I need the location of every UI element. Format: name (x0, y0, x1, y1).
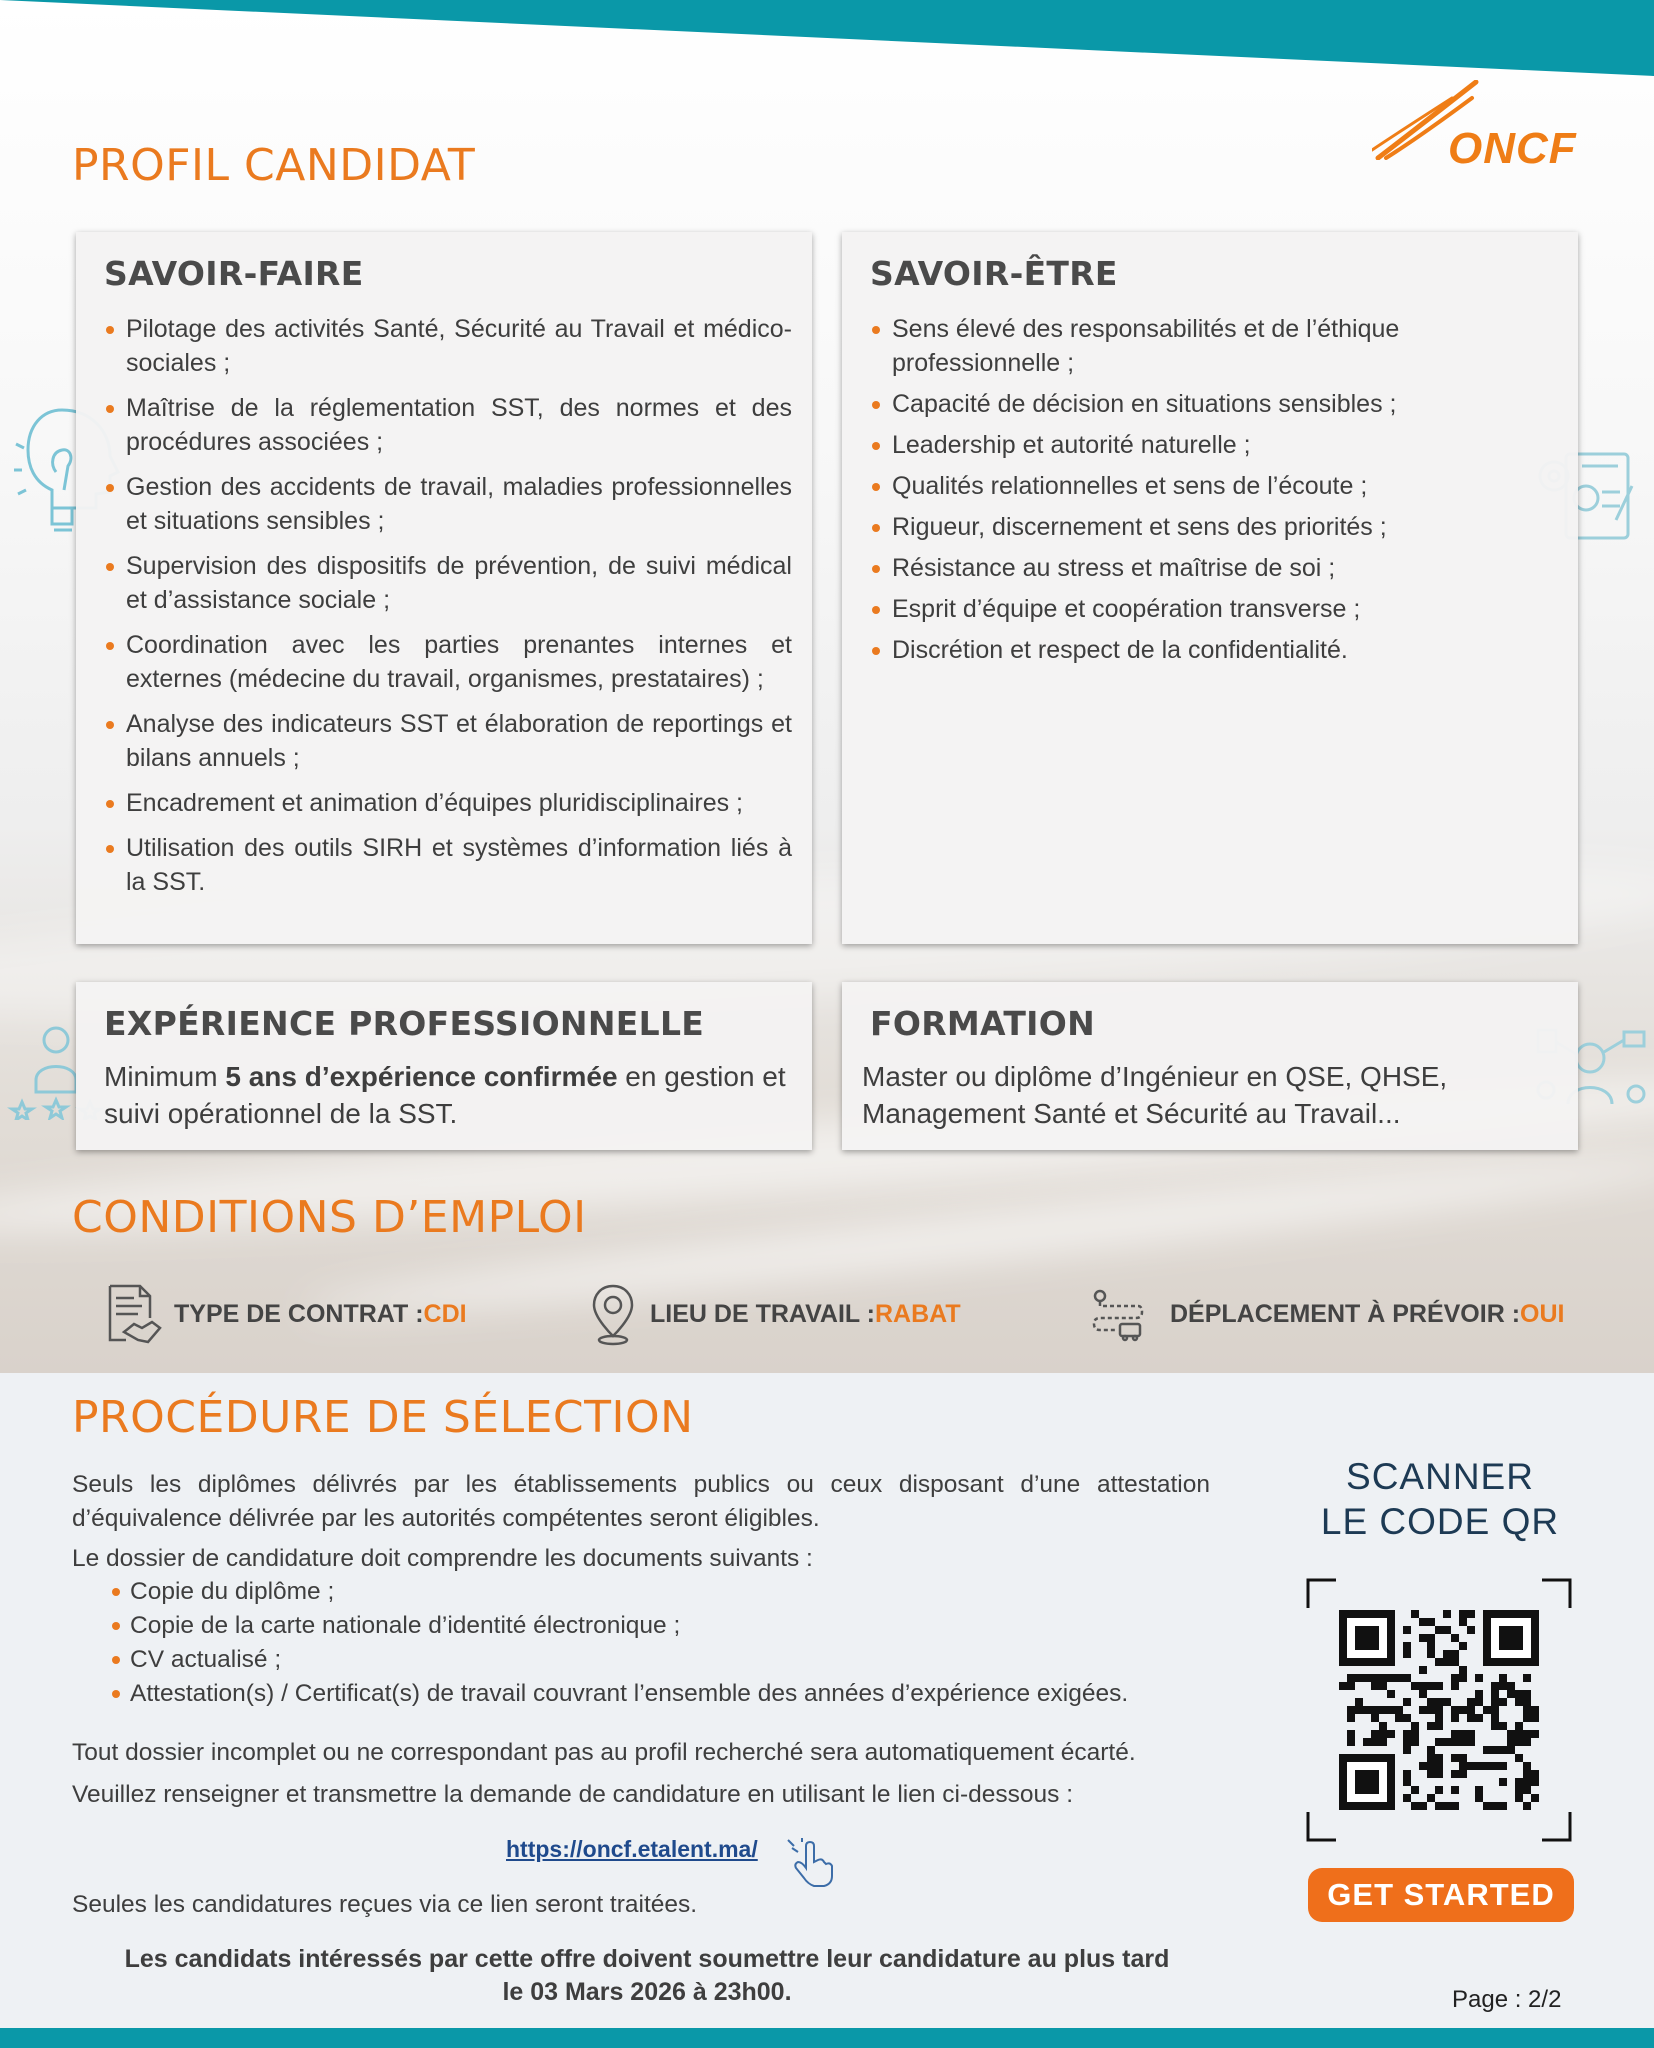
list-item: Analyse des indicateurs SST et élaboration de reportings et bilans annuels ; (104, 707, 792, 775)
list-item: Encadrement et animation d’équipes pluridisciplinaires ; (104, 786, 792, 820)
deadline-text: Les candidats intéressés par cette offre doivent soumettre leur candidature au plus tard le 03 Mars 2026 à 23h00. (124, 1945, 1170, 2006)
list-item: Résistance au stress et maîtrise de soi ; (870, 551, 1440, 585)
procedure-eligibility-text: Seuls les diplômes délivrés par les établissements publics ou ceux disposant d’une attestation d’équivalence délivrée par les autorités compétentes seront éligibles. (72, 1471, 1210, 1532)
list-item: Copie de la carte nationale d’identité électronique ; (110, 1609, 1128, 1643)
get-started-button[interactable]: GET STARTED (1308, 1868, 1574, 1922)
list-item: Esprit d’équipe et coopération transverse ; (870, 592, 1440, 626)
savoir-faire-card (76, 232, 812, 944)
travel-label: DÉPLACEMENT À PRÉVOIR : (1170, 1299, 1521, 1328)
savoir-faire-list (104, 312, 792, 910)
documents-list (110, 1575, 1128, 1711)
qr-code-icon (1306, 1578, 1572, 1842)
experience-text: Minimum 5 ans d’expérience confirmée en gestion et suivi opérationnel de la SST. (104, 1061, 786, 1129)
savoir-etre-list (870, 312, 1440, 674)
experience-highlight: 5 ans d’expérience confirmée (225, 1061, 618, 1092)
location-pin-icon (588, 1282, 638, 1346)
procedure-instructions-text: Veuillez renseigner et transmettre la demande de candidature en utilisant le lien ci-dessous : (72, 1781, 1073, 1808)
contract-value: CDI (423, 1299, 467, 1328)
list-item: Capacité de décision en situations sensibles ; (870, 387, 1440, 421)
experience-card (76, 982, 812, 1150)
list-item: Gestion des accidents de travail, maladies professionnelles et situations sensibles ; (104, 470, 792, 538)
list-item: Attestation(s) / Certificat(s) de travail couvrant l’ensemble des années d’expérience exigées. (110, 1677, 1128, 1711)
list-item: Sens élevé des responsabilités et de l’éthique professionnelle ; (870, 312, 1440, 380)
formation-title: FORMATION (870, 1004, 1095, 1043)
contract-condition (102, 1282, 467, 1346)
procedure-incomplete-text: Tout dossier incomplet ou ne correspondant pas au profil recherché sera automatiquement écarté. (72, 1739, 1136, 1766)
list-item: Maîtrise de la réglementation SST, des normes et des procédures associées ; (104, 391, 792, 459)
contract-label: TYPE DE CONTRAT : (174, 1299, 424, 1328)
procedure-title: PROCÉDURE DE SÉLECTION (72, 1392, 694, 1443)
list-item: Copie du diplôme ; (110, 1575, 1128, 1609)
experience-title: EXPÉRIENCE PROFESSIONNELLE (104, 1004, 705, 1043)
bottom-strip (0, 2028, 1654, 2048)
page-number: Page : 2/2 (1452, 1986, 1562, 2013)
list-item: Leadership et autorité naturelle ; (870, 428, 1440, 462)
scan-qr-title: SCANNER LE CODE QR (1320, 1456, 1560, 1542)
location-condition (588, 1282, 961, 1346)
travel-value: OUI (1520, 1299, 1565, 1328)
pointer-hand-icon (782, 1838, 840, 1888)
list-item: Coordination avec les parties prenantes internes et externes (médecine du travail, organismes, prestataires) ; (104, 628, 792, 696)
application-link[interactable]: https://oncf.etalent.ma/ (506, 1836, 758, 1862)
list-item: Supervision des dispositifs de prévention, de suivi médical et d’assistance sociale ; (104, 549, 792, 617)
savoir-faire-title: SAVOIR-FAIRE (104, 254, 364, 293)
list-item: Discrétion et respect de la confidentialité. (870, 633, 1440, 667)
oncf-logo (1372, 80, 1592, 176)
formation-card (842, 982, 1578, 1150)
procedure-link-note: Seules les candidatures reçues via ce lien seront traitées. (72, 1891, 698, 1918)
location-value: RABAT (875, 1299, 961, 1328)
conditions-title: CONDITIONS D’EMPLOI (72, 1192, 587, 1243)
list-item: Pilotage des activités Santé, Sécurité au Travail et médico-sociales ; (104, 312, 792, 380)
formation-text: Master ou diplôme d’Ingénieur en QSE, QHSE, Management Santé et Sécurité au Travail... (862, 1061, 1448, 1129)
contract-handshake-icon (102, 1282, 162, 1346)
list-item: Rigueur, discernement et sens des priorités ; (870, 510, 1440, 544)
top-banner (0, 0, 1654, 76)
profil-title: PROFIL CANDIDAT (72, 140, 476, 191)
logo-text: ONCF (1448, 124, 1577, 173)
route-bus-icon (1090, 1286, 1146, 1342)
list-item: CV actualisé ; (110, 1643, 1128, 1677)
savoir-etre-title: SAVOIR-ÊTRE (870, 254, 1118, 293)
procedure-documents-intro: Le dossier de candidature doit comprendre les documents suivants : (72, 1545, 813, 1572)
location-label: LIEU DE TRAVAIL : (650, 1299, 875, 1328)
list-item: Qualités relationnelles et sens de l’écoute ; (870, 469, 1440, 503)
list-item: Utilisation des outils SIRH et systèmes d’information liés à la SST. (104, 831, 792, 899)
qr-code[interactable] (1306, 1578, 1572, 1842)
savoir-etre-card (842, 232, 1578, 944)
travel-condition (1090, 1282, 1564, 1346)
